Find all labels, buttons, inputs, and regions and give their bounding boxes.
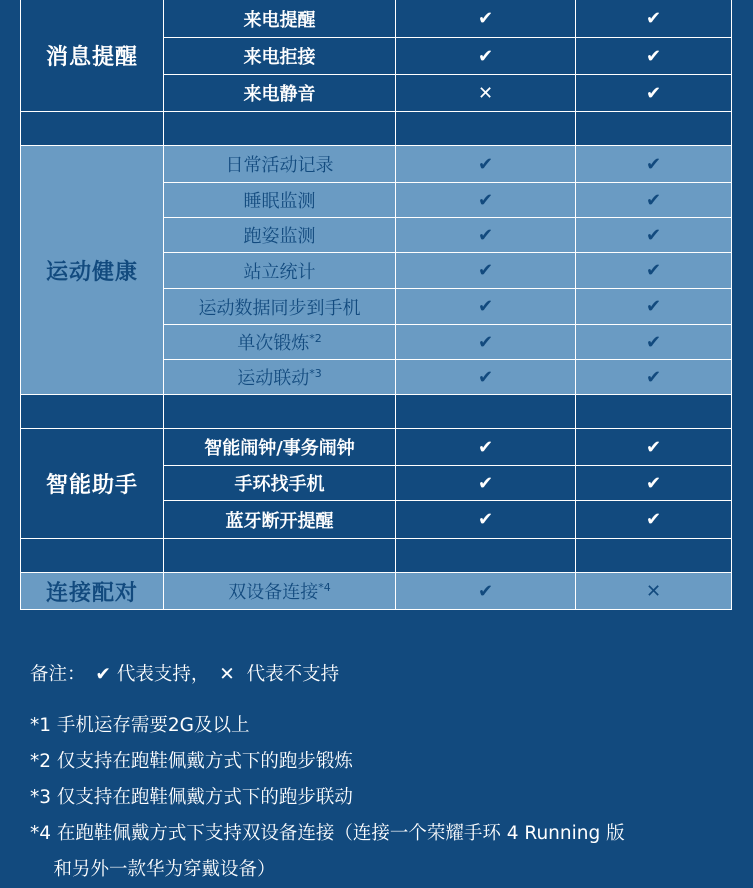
table-row bbox=[21, 573, 732, 610]
check-icon: ✔ bbox=[396, 466, 576, 501]
spacer-cell bbox=[164, 112, 396, 146]
note-3: *3 仅支持在跑鞋佩戴方式下的跑步联动 bbox=[30, 787, 353, 808]
feature-cell bbox=[164, 289, 396, 325]
check-icon: ✔ bbox=[576, 325, 732, 360]
feature-label: 来电提醒 bbox=[243, 9, 316, 31]
feature-cell bbox=[164, 466, 396, 501]
check-icon: ✔ bbox=[576, 183, 732, 218]
check-icon: ✔ bbox=[576, 289, 732, 325]
feature-cell bbox=[164, 75, 396, 112]
check-icon: ✔ bbox=[576, 466, 732, 501]
spacer-cell bbox=[21, 112, 164, 146]
spacer-cell bbox=[164, 395, 396, 429]
check-icon: ✔ bbox=[396, 325, 576, 360]
feature-label: 日常活动记录 bbox=[225, 155, 334, 176]
check-icon: ✔ bbox=[396, 0, 576, 38]
check-icon: ✔ bbox=[396, 183, 576, 218]
footnote-marker: *3 bbox=[309, 367, 322, 380]
note-1: *1 手机运存需要2G及以上 bbox=[30, 715, 250, 736]
feature-label: 睡眠监测 bbox=[243, 191, 316, 212]
feature-label: 站立统计 bbox=[243, 261, 316, 283]
notes-section bbox=[30, 660, 740, 888]
category-cell: 运动健康 bbox=[21, 146, 164, 395]
spacer-row bbox=[21, 112, 732, 146]
check-icon: ✔ bbox=[576, 0, 732, 38]
spacer-cell bbox=[576, 539, 732, 573]
feature-label: 来电静音 bbox=[243, 84, 316, 105]
feature-comparison-table bbox=[20, 0, 732, 610]
check-icon: ✔ bbox=[396, 429, 576, 466]
spacer-cell bbox=[576, 112, 732, 146]
category-cell: 消息提醒 bbox=[21, 0, 164, 112]
table-row bbox=[21, 146, 732, 183]
feature-cell bbox=[164, 573, 396, 610]
table-row bbox=[21, 0, 732, 38]
feature-cell bbox=[164, 183, 396, 218]
feature-label: 手环找手机 bbox=[234, 474, 325, 495]
spacer-cell bbox=[576, 395, 732, 429]
spacer-row bbox=[21, 539, 732, 573]
feature-cell bbox=[164, 218, 396, 253]
footnote-marker: *4 bbox=[318, 581, 331, 594]
footnote-marker: *2 bbox=[309, 332, 322, 345]
feature-cell bbox=[164, 360, 396, 395]
check-icon: ✔ bbox=[396, 218, 576, 253]
check-icon: ✔ bbox=[576, 75, 732, 112]
check-icon: ✔ bbox=[396, 146, 576, 183]
spacer-cell bbox=[21, 539, 164, 573]
check-icon: ✔ bbox=[396, 573, 576, 610]
feature-cell bbox=[164, 429, 396, 466]
legend-prefix: 备注： bbox=[30, 664, 86, 685]
feature-cell bbox=[164, 38, 396, 75]
feature-label: 跑姿监测 bbox=[243, 226, 316, 247]
check-icon: ✔ bbox=[576, 146, 732, 183]
feature-label: 双设备连接 bbox=[228, 582, 319, 603]
check-icon: ✔ bbox=[396, 360, 576, 395]
cross-icon: ✕ bbox=[396, 75, 576, 112]
check-icon: ✔ bbox=[576, 253, 732, 289]
cross-icon: ✕ bbox=[219, 664, 235, 685]
feature-label: 运动数据同步到手机 bbox=[198, 297, 361, 319]
check-icon: ✔ bbox=[576, 429, 732, 466]
feature-cell bbox=[164, 0, 396, 38]
check-icon: ✔ bbox=[576, 38, 732, 75]
spacer-row bbox=[21, 395, 732, 429]
check-icon: ✔ bbox=[576, 501, 732, 539]
feature-cell bbox=[164, 325, 396, 360]
note-4-continued: 和另外一款华为穿戴设备） bbox=[30, 859, 276, 880]
feature-cell bbox=[164, 501, 396, 539]
category-cell: 智能助手 bbox=[21, 429, 164, 539]
check-icon: ✔ bbox=[396, 38, 576, 75]
spacer-cell bbox=[396, 112, 576, 146]
feature-label: 蓝牙断开提醒 bbox=[225, 510, 334, 532]
spacer-cell bbox=[21, 395, 164, 429]
cross-icon: ✕ bbox=[576, 573, 732, 610]
check-icon: ✔ bbox=[396, 501, 576, 539]
feature-cell bbox=[164, 253, 396, 289]
feature-label: 运动联动 bbox=[237, 368, 310, 389]
legend-line bbox=[30, 660, 740, 686]
legend-supported: 代表支持， bbox=[116, 664, 210, 685]
spacer-cell bbox=[164, 539, 396, 573]
feature-label: 来电拒接 bbox=[243, 47, 316, 68]
feature-label: 智能闹钟/事务闹钟 bbox=[204, 438, 355, 459]
note-4: *4 在跑鞋佩戴方式下支持双设备连接（连接一个荣耀手环 4 Running 版 bbox=[30, 823, 625, 844]
check-icon: ✔ bbox=[396, 289, 576, 325]
check-icon: ✔ bbox=[576, 360, 732, 395]
feature-label: 单次锻炼 bbox=[237, 333, 310, 354]
check-icon: ✔ bbox=[396, 253, 576, 289]
category-cell: 连接配对 bbox=[21, 573, 164, 610]
check-icon: ✔ bbox=[95, 664, 111, 685]
legend-unsupported: 代表不支持 bbox=[246, 664, 340, 685]
feature-cell bbox=[164, 146, 396, 183]
check-icon: ✔ bbox=[576, 218, 732, 253]
note-2: *2 仅支持在跑鞋佩戴方式下的跑步锻炼 bbox=[30, 751, 353, 772]
table-row bbox=[21, 429, 732, 466]
spacer-cell bbox=[396, 395, 576, 429]
spacer-cell bbox=[396, 539, 576, 573]
